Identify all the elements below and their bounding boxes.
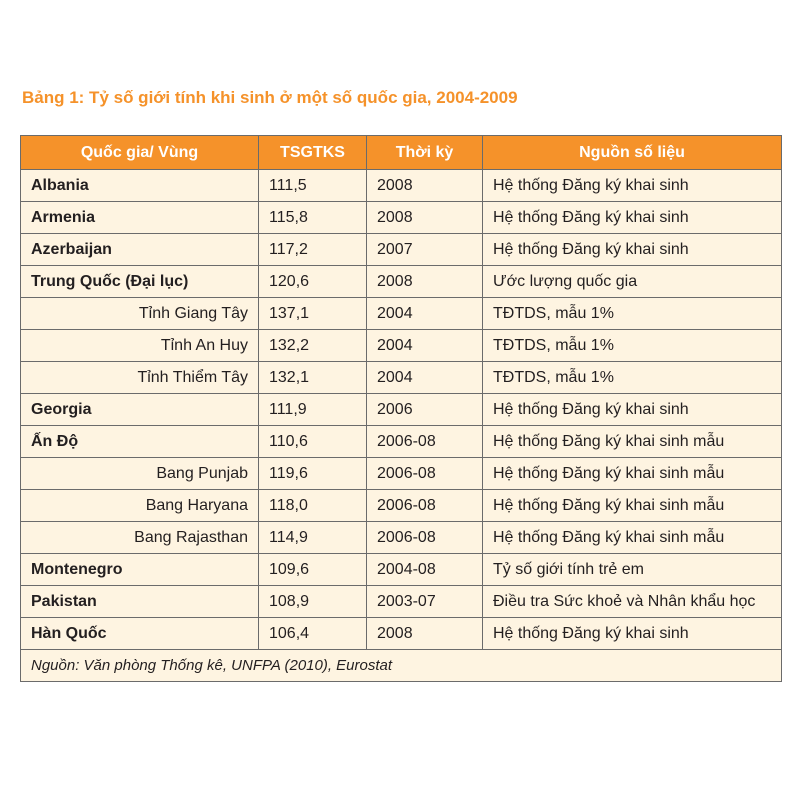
table-row — [21, 298, 782, 330]
sex-ratio-table — [20, 135, 782, 682]
period-cell: 2004 — [367, 330, 483, 362]
period-cell: 2004-08 — [367, 554, 483, 586]
period-cell: 2006-08 — [367, 458, 483, 490]
country-cell: Azerbaijan — [21, 234, 259, 266]
header-country: Quốc gia/ Vùng — [21, 136, 259, 170]
ratio-cell: 111,9 — [259, 394, 367, 426]
source-cell: Hệ thống Đăng ký khai sinh — [483, 234, 782, 266]
source-cell: Hệ thống Đăng ký khai sinh — [483, 170, 782, 202]
period-cell: 2006-08 — [367, 426, 483, 458]
table-row — [21, 490, 782, 522]
source-cell: Hệ thống Đăng ký khai sinh — [483, 202, 782, 234]
table-row — [21, 266, 782, 298]
country-cell: Armenia — [21, 202, 259, 234]
country-cell: Pakistan — [21, 586, 259, 618]
country-cell: Montenegro — [21, 554, 259, 586]
source-cell: Ước lượng quốc gia — [483, 266, 782, 298]
period-cell: 2003-07 — [367, 586, 483, 618]
ratio-cell: 117,2 — [259, 234, 367, 266]
table-row — [21, 522, 782, 554]
period-cell: 2008 — [367, 170, 483, 202]
period-cell: 2008 — [367, 618, 483, 650]
region-cell: Bang Rajasthan — [21, 522, 259, 554]
ratio-cell: 120,6 — [259, 266, 367, 298]
period-cell: 2004 — [367, 298, 483, 330]
ratio-cell: 118,0 — [259, 490, 367, 522]
country-cell: Albania — [21, 170, 259, 202]
source-cell: TĐTDS, mẫu 1% — [483, 330, 782, 362]
period-cell: 2006-08 — [367, 490, 483, 522]
table-row — [21, 170, 782, 202]
source-cell: TĐTDS, mẫu 1% — [483, 298, 782, 330]
source-cell: Hệ thống Đăng ký khai sinh mẫu — [483, 458, 782, 490]
table-row — [21, 458, 782, 490]
source-cell: TĐTDS, mẫu 1% — [483, 362, 782, 394]
source-cell: Điều tra Sức khoẻ và Nhân khẩu học — [483, 586, 782, 618]
country-cell: Georgia — [21, 394, 259, 426]
table-row — [21, 202, 782, 234]
country-cell: Trung Quốc (Đại lục) — [21, 266, 259, 298]
table-row — [21, 362, 782, 394]
source-cell: Hệ thống Đăng ký khai sinh mẫu — [483, 426, 782, 458]
country-cell: Ấn Độ — [21, 426, 259, 458]
table-title: Bảng 1: Tỷ số giới tính khi sinh ở một số quốc gia, 2004-2009 — [22, 88, 518, 107]
ratio-cell: 109,6 — [259, 554, 367, 586]
ratio-cell: 132,1 — [259, 362, 367, 394]
ratio-cell: 132,2 — [259, 330, 367, 362]
table-row — [21, 618, 782, 650]
region-cell: Bang Punjab — [21, 458, 259, 490]
ratio-cell: 110,6 — [259, 426, 367, 458]
source-cell: Hệ thống Đăng ký khai sinh mẫu — [483, 490, 782, 522]
header-source: Nguồn số liệu — [483, 136, 782, 170]
footnote-row — [21, 650, 782, 682]
table-row — [21, 394, 782, 426]
period-cell: 2008 — [367, 202, 483, 234]
source-cell: Hệ thống Đăng ký khai sinh — [483, 394, 782, 426]
period-cell: 2004 — [367, 362, 483, 394]
region-cell: Tỉnh An Huy — [21, 330, 259, 362]
ratio-cell: 114,9 — [259, 522, 367, 554]
source-cell: Hệ thống Đăng ký khai sinh mẫu — [483, 522, 782, 554]
ratio-cell: 106,4 — [259, 618, 367, 650]
header-row — [21, 136, 782, 170]
period-cell: 2007 — [367, 234, 483, 266]
period-cell: 2006 — [367, 394, 483, 426]
region-cell: Tỉnh Giang Tây — [21, 298, 259, 330]
region-cell: Bang Haryana — [21, 490, 259, 522]
header-ratio: TSGTKS — [259, 136, 367, 170]
period-cell: 2006-08 — [367, 522, 483, 554]
header-period: Thời kỳ — [367, 136, 483, 170]
source-cell: Hệ thống Đăng ký khai sinh — [483, 618, 782, 650]
ratio-cell: 119,6 — [259, 458, 367, 490]
ratio-cell: 111,5 — [259, 170, 367, 202]
table-row — [21, 330, 782, 362]
ratio-cell: 137,1 — [259, 298, 367, 330]
ratio-cell: 108,9 — [259, 586, 367, 618]
table-row — [21, 586, 782, 618]
period-cell: 2008 — [367, 266, 483, 298]
country-cell: Hàn Quốc — [21, 618, 259, 650]
source-footnote: Nguồn: Văn phòng Thống kê, UNFPA (2010), Eurostat — [21, 650, 782, 682]
table-row — [21, 234, 782, 266]
region-cell: Tỉnh Thiểm Tây — [21, 362, 259, 394]
ratio-cell: 115,8 — [259, 202, 367, 234]
source-cell: Tỷ số giới tính trẻ em — [483, 554, 782, 586]
table-row — [21, 426, 782, 458]
table-row — [21, 554, 782, 586]
